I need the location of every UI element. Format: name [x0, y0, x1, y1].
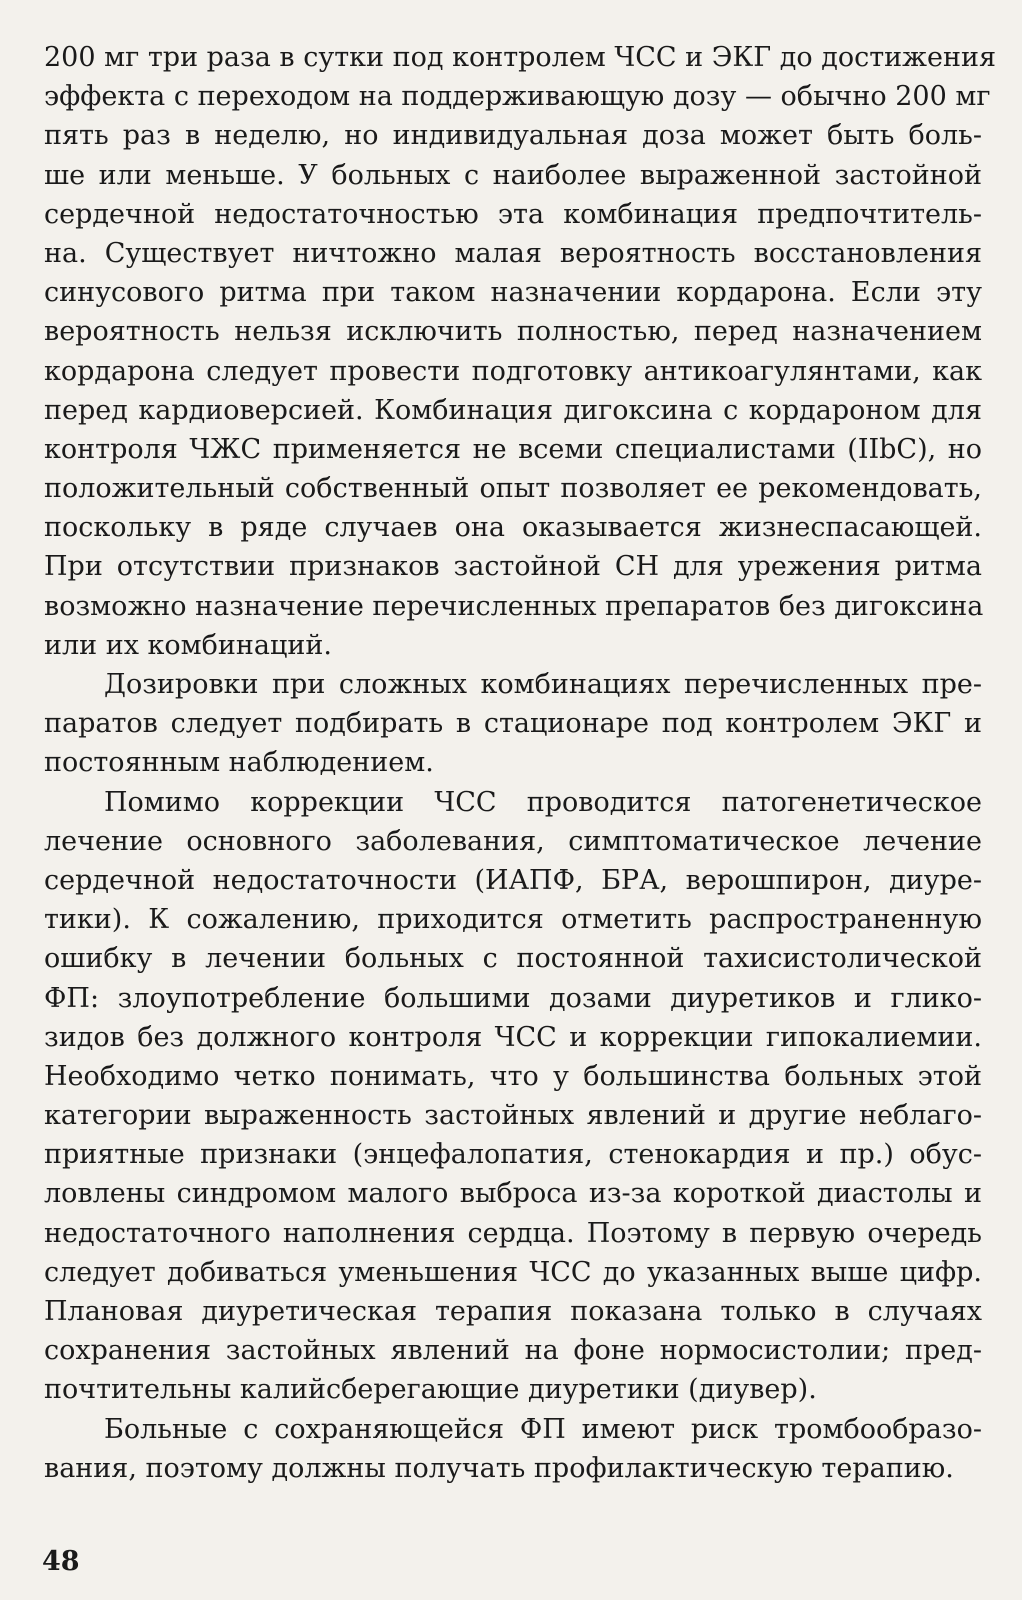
- text-line: ловлены синдромом малого выброса из-за короткой диастолы и: [44, 1178, 982, 1210]
- page-number: 48: [42, 1546, 80, 1577]
- text-line: паратов следует подбирать в стационаре под контролем ЭКГ и: [44, 708, 982, 740]
- text-line: ФП: злоупотребление большими дозами диуретиков и глико-: [44, 982, 982, 1014]
- text-line: контроля ЧЖС применяется не всеми специалистами (IIbC), но: [44, 433, 982, 465]
- text-line: Необходимо четко понимать, что у большинства больных этой: [44, 1060, 982, 1092]
- body-text: [44, 38, 996, 1488]
- text-line: При отсутствии признаков застойной СН для урежения ритма: [44, 551, 982, 583]
- text-line: ошибку в лечении больных с постоянной тахисистолической: [44, 943, 982, 975]
- text-line: эффекта с переходом на поддерживающую дозу — обычно 200 мг: [44, 81, 991, 113]
- text-line: Дозировки при сложных комбинациях перечисленных пре-: [104, 669, 982, 700]
- text-line: кордарона следует провести подготовку антикоагулянтами, как: [44, 355, 982, 387]
- text-line: вания, поэтому должны получать профилактическую терапию.: [44, 1452, 954, 1484]
- text-line: сердечной недостаточности (ИАПФ, БРА, верошпирон, диуре-: [44, 864, 982, 896]
- text-line: тики). К сожалению, приходится отметить распространенную: [44, 904, 982, 936]
- text-line: ше или меньше. У больных с наиболее выраженной застойной: [44, 159, 982, 191]
- text-line: возможно назначение перечисленных препаратов без дигоксина: [44, 590, 984, 622]
- paragraph: [44, 783, 982, 1410]
- text-line: на. Существует ничтожно малая вероятность восстановления: [44, 237, 982, 269]
- text-line: Помимо коррекции ЧСС проводится патогенетическое: [104, 786, 982, 818]
- paragraph: [44, 38, 996, 665]
- text-line: пять раз в неделю, но индивидуальная доза может быть боль-: [44, 120, 982, 152]
- text-line: Больные с сохраняющейся ФП имеют риск тромбообразо-: [104, 1413, 982, 1445]
- text-line: почтительны калийсберегающие диуретики (диувер).: [44, 1374, 817, 1406]
- text-line: приятные признаки (энцефалопатия, стенокардия и пр.) обус-: [44, 1139, 982, 1171]
- text-line: перед кардиоверсией. Комбинация дигоксина с кордароном для: [44, 394, 982, 426]
- text-line: вероятность нельзя исключить полностью, перед назначением: [44, 316, 982, 348]
- text-line: положительный собственный опыт позволяет ее рекомендовать,: [44, 473, 982, 505]
- text-line: категории выраженность застойных явлений и другие неблаго-: [44, 1100, 982, 1132]
- text-line: поскольку в ряде случаев она оказывается жизнеспасающей.: [44, 512, 982, 544]
- text-line: Плановая диуретическая терапия показана только в случаях: [44, 1296, 982, 1327]
- text-line: сохранения застойных явлений на фоне нормосистолии; пред-: [44, 1335, 982, 1367]
- paragraph: [44, 1410, 982, 1488]
- text-line: или их комбинаций.: [44, 629, 332, 661]
- text-line: лечение основного заболевания, симптоматическое лечение: [44, 825, 982, 857]
- text-line: зидов без должного контроля ЧСС и коррекции гипокалиемии.: [44, 1021, 982, 1053]
- text-line: сердечной недостаточностью эта комбинация предпочтитель-: [44, 198, 982, 230]
- paragraph: [44, 665, 982, 783]
- text-line: следует добиваться уменьшения ЧСС до указанных выше цифр.: [44, 1256, 982, 1288]
- text-line: недостаточного наполнения сердца. Поэтому в первую очередь: [44, 1217, 982, 1249]
- text-line: постоянным наблюдением.: [44, 747, 434, 779]
- text-line: синусового ритма при таком назначении кордарона. Если эту: [44, 277, 982, 309]
- text-line: 200 мг три раза в сутки под контролем ЧСС и ЭКГ до достижения: [44, 42, 996, 73]
